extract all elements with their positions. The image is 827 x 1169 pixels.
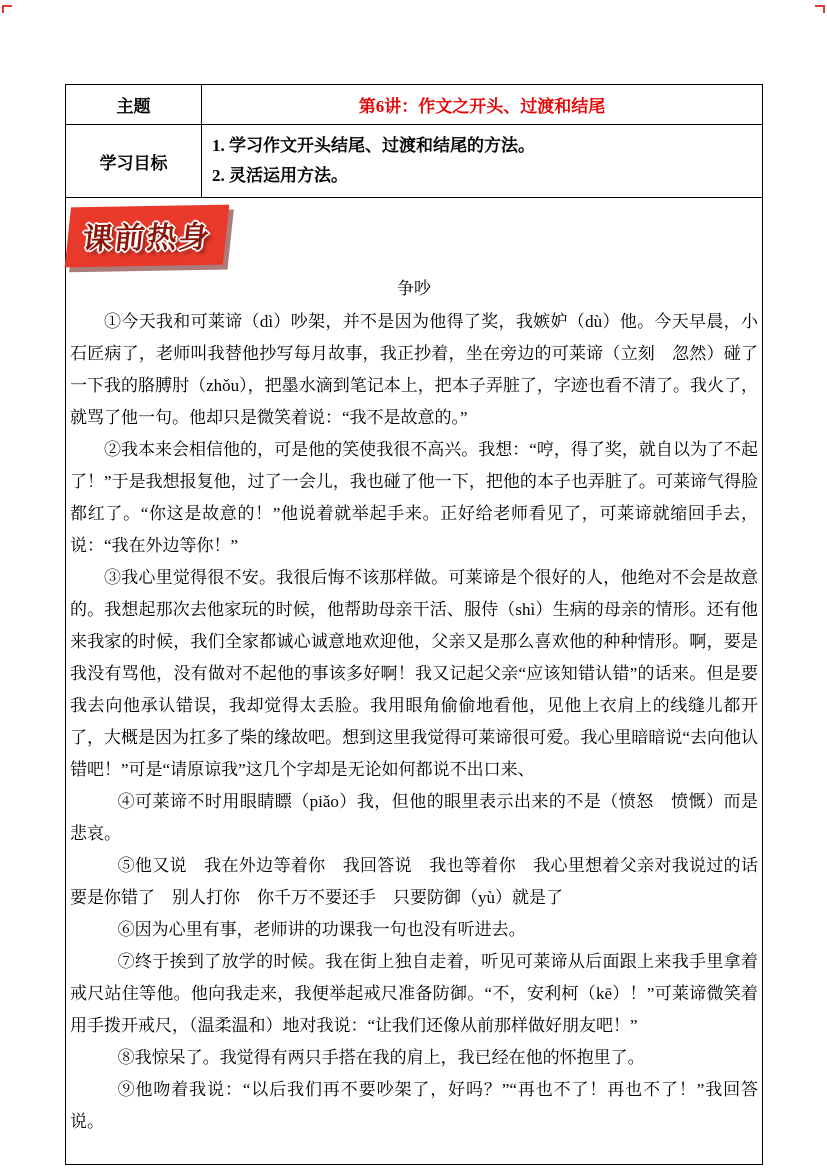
warmup-badge: [65, 205, 230, 268]
article-title: 争吵: [397, 279, 431, 298]
objective-item-2: 2. 灵活运用方法。: [212, 166, 348, 185]
objective-item-1: 1. 学习作文开头结尾、过渡和结尾的方法。: [212, 136, 535, 155]
topic-row: [66, 85, 763, 125]
paragraph-6: ⑥因为心里有事，老师讲的功课我一句也没有听进去。: [117, 920, 526, 939]
content-cell: [66, 198, 775, 1165]
objectives-label: 学习目标: [66, 125, 202, 198]
objectives-row: [66, 125, 763, 198]
worksheet-table: [65, 84, 775, 1165]
paragraph-7: ⑦终于挨到了放学的时候。我在街上独自走着，听见可莱谛从后面跟上来我手里拿着戒尺站住等他。他向我走来，我便举起戒尺准备防御。“不，安利柯（kē）！”可莱谛微笑着用手拨开戒尺，（温柔温和）地对我说：“让我们还像从前那样做好朋友吧！”: [70, 952, 758, 1035]
paragraph-9: ⑨他吻着我说：“以后我们再不要吵架了，好吗？”“再也不了！再也不了！”我回答说。: [70, 1080, 758, 1131]
scan-corner-mark-right: [815, 5, 825, 13]
paragraph-5: ⑤他又说 我在外边等着你 我回答说 我也等着你 我心里想着父亲对我说过的话 要是你错了 别人打你 你千万不要还手 只要防御（yù）就是了: [70, 856, 775, 907]
objectives-list: [202, 125, 763, 198]
topic-label: 主题: [66, 85, 202, 125]
paragraph-8: ⑧我惊呆了。我觉得有两只手搭在我的肩上，我已经在他的怀抱里了。: [117, 1048, 645, 1067]
scan-corner-mark-left: [2, 5, 12, 13]
warmup-badge-label: 课前热身: [80, 220, 213, 257]
document-page: [65, 84, 775, 1165]
lecture-title: 第6讲：作文之开头、过渡和结尾: [202, 85, 763, 125]
content-row: [66, 198, 763, 1165]
paragraph-2: ②我本来会相信他的，可是他的笑使我很不高兴。我想：“哼，得了奖，就自以为了不起了！”于是我想报复他，过了一会儿，我也碰了他一下，把他的本子也弄脏了。可莱谛气得脸都红了。“你这是故意的！”他说着就举起手来。正好给老师看见了，可莱谛就缩回手去，说：“我在外边等你！”: [70, 440, 758, 555]
paragraph-3: ③我心里觉得很不安。我很后悔不该那样做。可莱谛是个很好的人，他绝对不会是故意的。我想起那次去他家玩的时候，他帮助母亲干活、服侍（shì）生病的母亲的情形。还有他来我家的时候，我们全家都诚心诚意地欢迎他，父亲又是那么喜欢他的种种情形。啊，要是我没有骂他，没有做对不起他的事该多好啊！我又记起父亲“应该知错认错”的话来。但是要我去向他承认错误，我却觉得太丢脸。我用眼角偷偷地看他，见他上衣肩上的线缝儿都开了，大概是因为扛多了柴的缘故吧。想到这里我觉得可莱谛很可爱。我心里暗暗说“去向他认错吧！”可是“请原谅我”这几个字却是无论如何都说不出口来、: [70, 568, 758, 779]
paragraph-1: ①今天我和可莱谛（dì）吵架，并不是因为他得了奖，我嫉妒（dù）他。今天早晨，小石匠病了，老师叫我替他抄写每月故事，我正抄着，坐在旁边的可莱谛（立刻 忽然）碰了一下我的胳膊肘（zhǒu），把墨水滴到笔记本上，把本子弄脏了，字迹也看不清了。我火了，就骂了他一句。他却只是微笑着说：“我不是故意的。”: [70, 312, 758, 427]
paragraph-4: ④可莱谛不时用眼睛瞟（piǎo）我，但他的眼里表示出来的不是（愤怒 愤慨）而是悲哀。: [70, 792, 758, 843]
